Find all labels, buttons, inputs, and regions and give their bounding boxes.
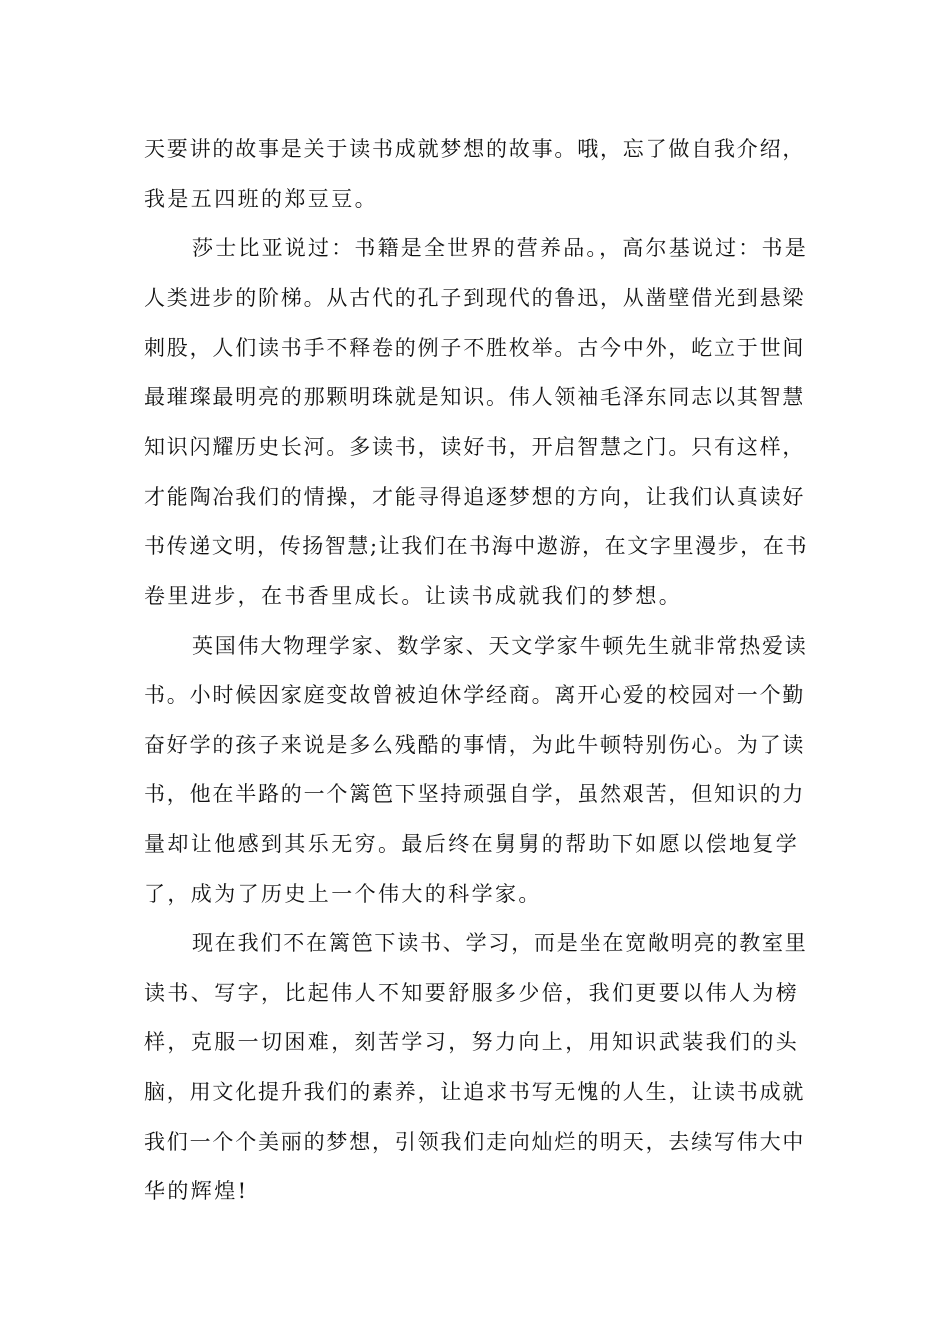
paragraph-start-line: 英国伟大物理学家、数学家、天文学家牛顿先生就非常热爱读 [192,634,808,658]
text-line: 我是五四班的郑豆豆。 [144,187,378,211]
text-line: 我们一个个美丽的梦想，引领我们走向灿烂的明天，去续写伟大中 [144,1130,806,1154]
text-line: 脑，用文化提升我们的素养，让追求书写无愧的人生，让读书成就 [144,1080,806,1104]
text-line: 书传递文明，传扬智慧;让我们在书海中遨游，在文字里漫步，在书 [144,534,809,558]
paragraph-start-line: 现在我们不在篱笆下读书、学习，而是坐在宽敞明亮的教室里 [192,931,808,955]
text-line: 了，成为了历史上一个伟大的科学家。 [144,882,542,906]
text-line: 知识闪耀历史长河。多读书，读好书，开启智慧之门。只有这样， [144,435,806,459]
text-line: 书，他在半路的一个篱笆下坚持顽强自学，虽然艰苦，但知识的力 [144,782,806,806]
text-line: 天要讲的故事是关于读书成就梦想的故事。哦，忘了做自我介绍， [144,137,806,161]
text-line: 才能陶冶我们的情操，才能寻得追逐梦想的方向，让我们认真读好 [144,485,806,509]
text-line: 最璀璨最明亮的那颗明珠就是知识。伟人领袖毛泽东同志以其智慧 [144,385,806,409]
text-line: 刺股，人们读书手不释卷的例子不胜枚举。古今中外，屹立于世间 [144,336,806,360]
text-line: 样，克服一切困难，刻苦学习，努力向上，用知识武装我们的头 [144,1030,800,1054]
text-line: 量却让他感到其乐无穷。最后终在舅舅的帮助下如愿以偿地复学 [144,832,800,856]
text-line: 奋好学的孩子来说是多么残酷的事情，为此牛顿特别伤心。为了读 [144,733,806,757]
text-line: 读书、写字，比起伟人不知要舒服多少倍，我们更要以伟人为榜 [144,981,800,1005]
text-line: 人类进步的阶梯。从古代的孔子到现代的鲁迅，从凿壁借光到悬梁 [144,286,806,310]
text-line: 卷里进步，在书香里成长。让读书成就我们的梦想。 [144,584,683,608]
text-line: 书。小时候因家庭变故曾被迫休学经商。离开心爱的校园对一个勤 [144,683,806,707]
paragraph-start-line: 莎士比亚说过：书籍是全世界的营养品。，高尔基说过：书是 [192,236,808,260]
text-line: 华的辉煌! [144,1179,249,1203]
